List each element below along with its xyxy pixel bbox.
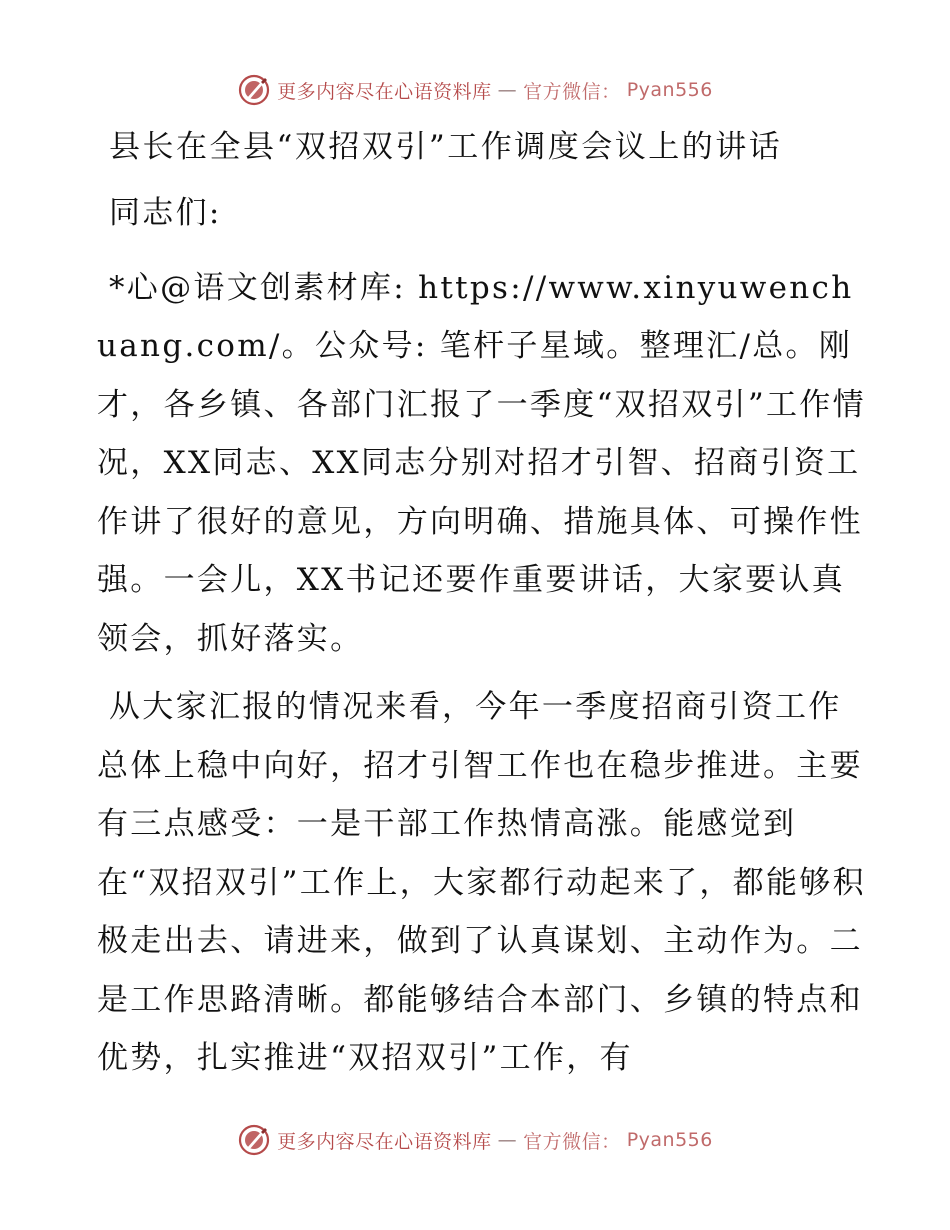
pen-nib-icon bbox=[237, 73, 271, 107]
header-watermark bbox=[0, 70, 950, 110]
watermark-separator: — bbox=[497, 79, 518, 101]
paragraph-2: 从大家汇报的情况来看，今年一季度招商引资工作总体上稳中向好，招才引智工作也在稳步推进。主要有三点感受：一是干部工作热情高涨。能感觉到在“双招双引”工作上，大家都行动起来了，都能够积极走出去、请进来，做到了认真谋划、主动作为。二是工作思路清晰。都能够结合本部门、乡镇的特点和优势，扎实推进“双招双引”工作，有 bbox=[97, 689, 866, 1076]
watermark-wechat-id: Pyan556 bbox=[626, 79, 713, 101]
watermark-wechat-id: Pyan556 bbox=[626, 1129, 713, 1151]
greeting: 同志们: bbox=[109, 195, 222, 231]
document-title: 县长在全县“双招双引”工作调度会议上的讲话 bbox=[109, 129, 783, 165]
watermark-site-text: 更多内容尽在心语资料库 bbox=[277, 80, 492, 103]
footer-watermark bbox=[0, 1120, 950, 1160]
watermark-wechat-label: 官方微信： bbox=[523, 1130, 621, 1153]
document-body bbox=[97, 118, 867, 1088]
watermark-separator: — bbox=[497, 1129, 518, 1151]
watermark-site-text: 更多内容尽在心语资料库 bbox=[277, 1130, 492, 1153]
watermark-wechat-label: 官方微信： bbox=[523, 80, 621, 103]
pen-nib-icon bbox=[237, 1123, 271, 1157]
paragraph-1: *心@语文创素材库: https://www.xinyuwenchuang.com/。公众号: 笔杆子星域。整理汇/总。刚才，各乡镇、各部门汇报了一季度“双招双引”工作情况，XX同志、XX同志分别对招才引智、招商引资工作讲了很好的意见，方向明确、措施具体、可操作性强。一会儿，XX书记还要作重要讲话，大家要认真领会，抓好落实。 bbox=[97, 269, 866, 657]
